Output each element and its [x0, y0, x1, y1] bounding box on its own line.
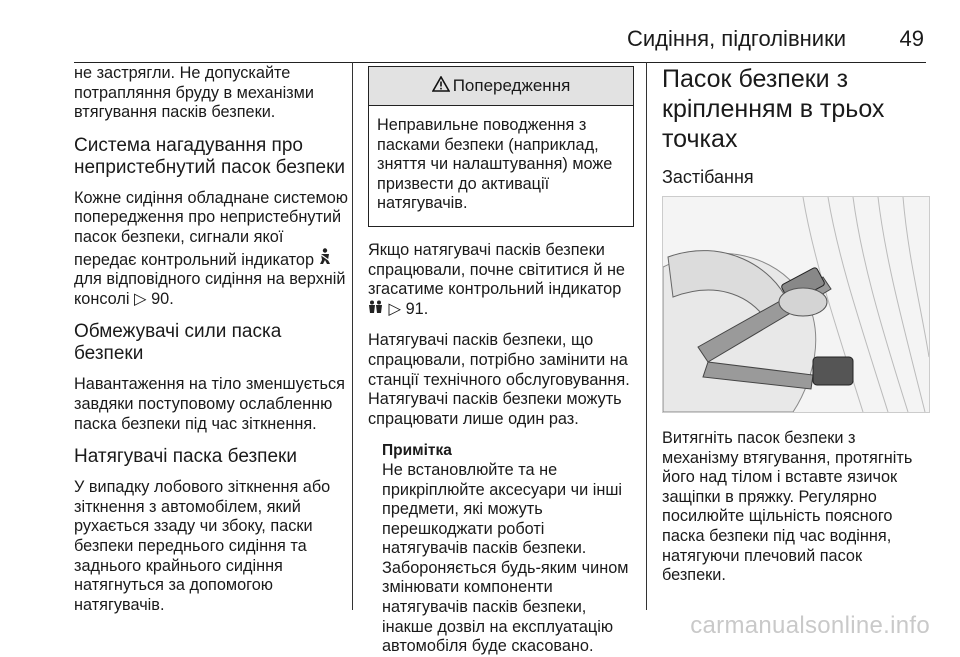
- page-number: 49: [899, 26, 924, 51]
- seatbelt-reminder-icon: [319, 248, 331, 271]
- page-header: [74, 22, 926, 63]
- paragraph-seatbelt-reminder: Кожне сидіння обладнане системою попередження про непристебнутий пасок безпеки, сигнали якої передає контрольний індикатор для відповідного сидіння на верхній консолі ▷ 90.: [74, 188, 348, 308]
- column-right: [662, 62, 928, 598]
- reference-arrow-icon: ▷: [388, 299, 402, 318]
- intro-text: не застрягли. Не допускайте потрапляння бруду в механізми втягування пасків безпеки.: [74, 64, 314, 122]
- column-left: [74, 64, 349, 627]
- fastening-subtitle: Застібання: [662, 167, 754, 187]
- warning-triangle-icon: [432, 76, 450, 97]
- paragraph-pretensioner-indicator: Якщо натягувачі пасків безпеки спрацювали, почне світитися й не згасатиме контрольний індикатор ▷ 91.: [368, 240, 625, 318]
- three-point-belt-title: Пасок безпеки з кріпленням в трьох точках: [662, 65, 885, 153]
- warning-text: Неправильне поводження з пасками безпеки (наприклад, зняття чи налаштування) може призвести до активації натягувачів.: [377, 116, 613, 213]
- heading-seatbelt-reminder: Система нагадування про непристебнутий пасок безпеки: [74, 134, 345, 178]
- column-divider: [352, 62, 353, 610]
- page-reference[interactable]: 90.: [151, 289, 174, 308]
- column-middle: [368, 62, 634, 657]
- seatbelt-fastening-illustration: [662, 196, 930, 413]
- warning-box: [368, 66, 634, 227]
- column-divider: [646, 62, 647, 610]
- heading-pretensioners: Натягувачі паска безпеки: [74, 446, 297, 468]
- paragraph-replace-pretensioners: Натягувачі пасків безпеки, що спрацювали, потрібно замінити на станції технічного обслуговування. Натягувачі пасків безпеки можуть спрацювати лише один раз.: [368, 331, 630, 428]
- warning-header: [369, 67, 633, 106]
- heading-force-limiters: Обмежувачі сили паска безпеки: [74, 321, 282, 365]
- note-block: [368, 441, 634, 657]
- note-title: Примітка: [382, 442, 452, 460]
- watermark: carmanualsonline.info: [690, 612, 930, 639]
- paragraph-force-limiters: Навантаження на тіло зменшується завдяки поступовому ослабленню паска безпеки під час зіткнення.: [74, 375, 345, 433]
- page-reference[interactable]: 91.: [405, 299, 429, 318]
- reference-arrow-icon: ▷: [134, 289, 147, 308]
- note-text: Не встановлюйте та не прикріплюйте аксесуари чи інші предмети, які можуть перешкоджати роботі натягувачів пасків безпеки. Забороняється будь-яким чином змінювати компоненти натягувачів пасків безпеки, інакше дозвіл на експлуатацію автомобіля буде скасовано.: [382, 460, 629, 656]
- paragraph-fastening: Витягніть пасок безпеки з механізму втягування, протягніть його над тілом і вставте язичок защіпки в пряжку. Регулярно посилюйте щільність поясного паска безпеки під час водіння, натягуючи плечовий пасок безпеки.: [662, 429, 913, 585]
- pretensioner-indicator-icon: [368, 300, 389, 318]
- paragraph-pretensioners: У випадку лобового зіткнення або зіткнення з автомобілем, який рухається ззаду чи збоку, паски безпеки переднього сидіння та заднього крайнього сидіння натягнуться за допомогою натягувачів.: [74, 478, 331, 614]
- warning-title: Попередження: [452, 76, 571, 96]
- section-title: Сидіння, підголівники: [626, 26, 846, 51]
